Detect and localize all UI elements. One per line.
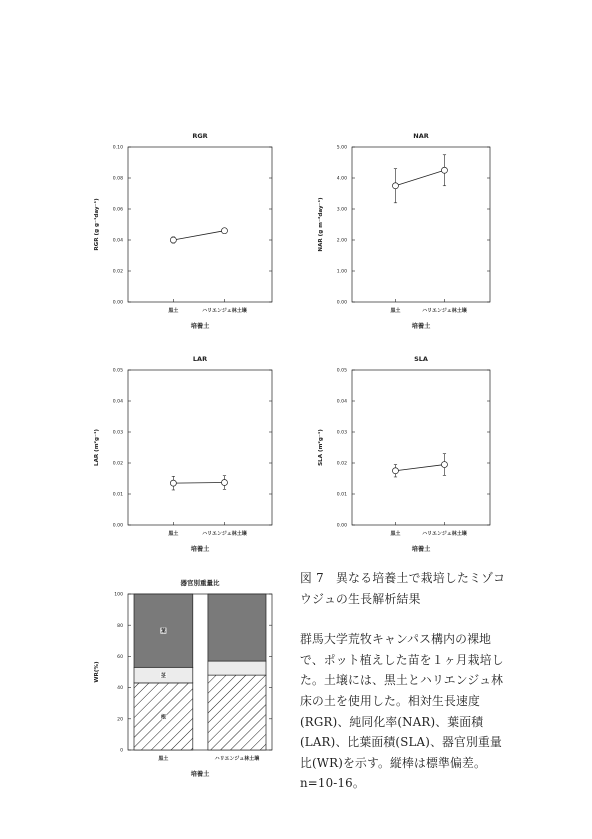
figure-caption (300, 568, 510, 794)
y-tick-label: 0.04 (336, 399, 347, 405)
segment-label: 茎 (160, 672, 166, 679)
y-tick-label: 0.01 (336, 492, 347, 498)
y-tick-label: 0 (120, 748, 123, 754)
y-tick-label: 0.06 (112, 207, 123, 213)
y-tick-label: 0.02 (336, 461, 347, 467)
x-axis-label: 培養土 (190, 323, 210, 330)
x-axis-label: 培養土 (190, 771, 210, 778)
x-axis-label: 培養土 (411, 323, 431, 330)
y-axis-label: SLA (m²g⁻¹) (318, 429, 324, 466)
y-tick-label: 40 (117, 686, 123, 692)
y-tick-label: 80 (117, 623, 123, 629)
chart-title: NAR (413, 132, 429, 140)
chart-title: RGR (192, 132, 208, 140)
y-tick-label: 0.00 (336, 523, 347, 529)
y-tick-label: 0.00 (112, 523, 123, 529)
segment-label: 根 (160, 714, 166, 721)
y-tick-label: 0.05 (336, 368, 347, 374)
x-category-label: ハリエンジュ林土壌 (202, 308, 247, 314)
x-category-label: 黒土 (168, 308, 179, 314)
x-category-label: ハリエンジュ林土壌 (202, 531, 247, 537)
y-tick-label: 0.08 (112, 176, 123, 182)
y-tick-label: 0.03 (112, 430, 123, 436)
segment-label: 葉 (160, 628, 166, 635)
y-tick-label: 60 (117, 655, 123, 660)
x-category-label: ハリエンジュ林土壌 (422, 531, 467, 537)
y-axis-label: RGR (g g⁻¹day⁻¹) (94, 198, 100, 251)
chart-title: 器官別重量比 (180, 579, 220, 587)
caption-body: 群馬大学荒牧キャンパス構内の裸地で、ポット植えした苗を１ヶ月栽培した。土壌には、黒土とハリエンジュ林床の土を使用した。相対生長速度(RGR)、純同化率(NAR)、葉面積(LAR)、比葉面積(SLA)、器官別重量比(WR)を示す。縦棒は標準偏差。n=10-16。 (300, 632, 504, 791)
y-tick-label: 0.04 (112, 238, 123, 244)
y-tick-label: 4.00 (336, 176, 347, 182)
y-tick-label: 0.02 (112, 461, 123, 467)
y-tick-label: 5.00 (336, 145, 347, 151)
y-tick-label: 100 (114, 592, 123, 598)
y-tick-label: 0.00 (336, 300, 347, 306)
y-tick-label: 0.05 (112, 368, 123, 374)
y-axis-label: WR(%) (94, 661, 100, 683)
y-tick-label: 3.00 (336, 207, 347, 213)
y-tick-label: 0.00 (112, 300, 123, 306)
bar-segment-3 (208, 594, 266, 661)
y-axis-label: LAR (m²g⁻¹) (94, 429, 100, 466)
y-tick-label: 1.00 (336, 269, 347, 275)
x-category-label: 黒土 (168, 531, 179, 537)
y-tick-label: 0.10 (112, 145, 123, 151)
chart-title: SLA (414, 355, 428, 363)
y-tick-label: 0.04 (112, 399, 123, 405)
caption-title: 図 7 異なる培養土で栽培したミゾコウジュの生長解析結果 (300, 571, 506, 606)
x-axis-label: 培養土 (190, 546, 210, 553)
x-category-label: ハリエンジュ林土壌 (422, 308, 467, 314)
x-category-label: 黒土 (158, 756, 169, 762)
y-tick-label: 2.00 (336, 238, 347, 244)
x-axis-label: 培養土 (411, 546, 431, 553)
y-tick-label: 0.01 (112, 492, 123, 498)
x-category-label: 黒土 (390, 531, 401, 537)
y-axis-label: NAR (g m⁻²day⁻¹) (318, 197, 324, 252)
y-tick-label: 0.03 (336, 430, 347, 436)
bar-segment-1 (208, 675, 266, 750)
y-tick-label: 20 (117, 717, 123, 723)
y-tick-label: 0.02 (112, 269, 123, 275)
x-category-label: ハリエンジュ林土壌 (214, 756, 260, 762)
bar-segment-2 (208, 661, 266, 675)
chart-title: LAR (192, 355, 208, 363)
x-category-label: 黒土 (390, 308, 401, 314)
